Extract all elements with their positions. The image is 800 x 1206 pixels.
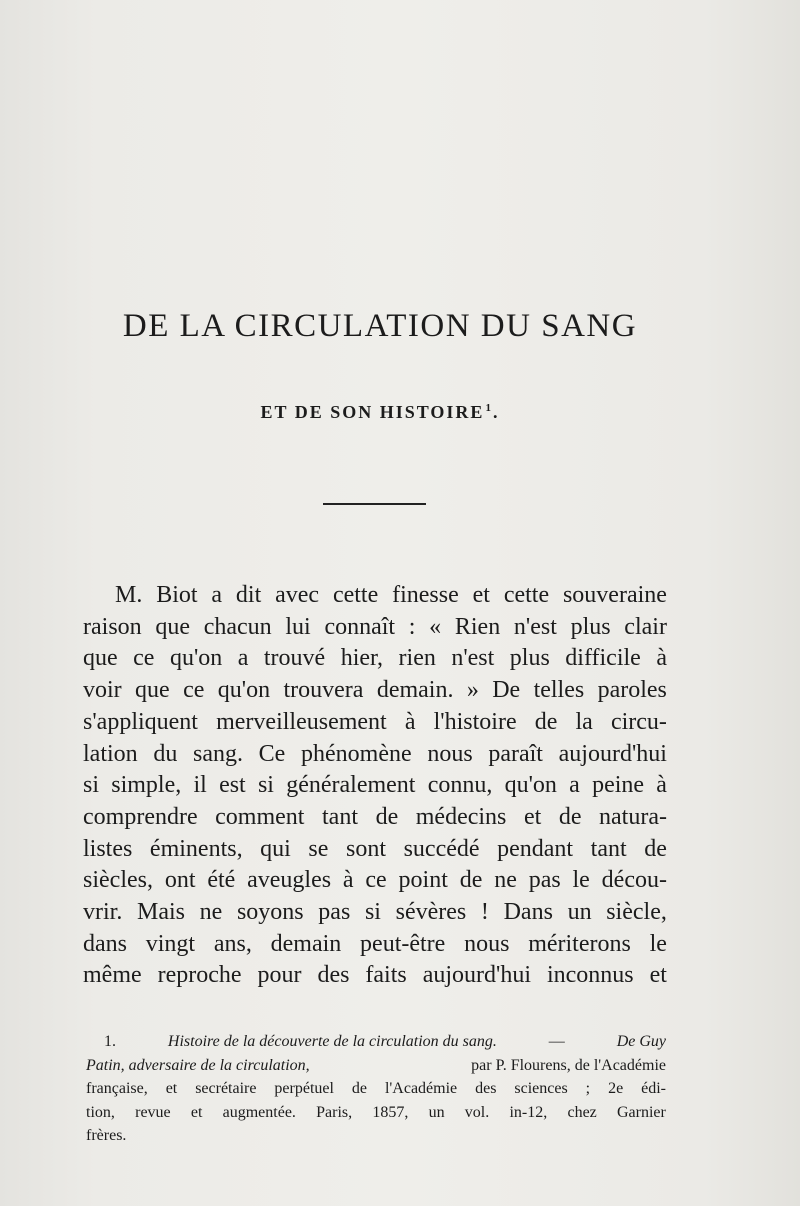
- footnote-line: frères.: [86, 1127, 127, 1144]
- body-line: M. Biot a dit avec cette finesse et cette souveraine: [115, 582, 667, 608]
- footnote-book-title: Histoire de la découverte de la circulation du sang.: [167, 1033, 497, 1050]
- body-line: siècles, ont été aveugles à ce point de ne pas le décou-: [83, 867, 667, 894]
- footnote-line: française, et secrétaire perpétuel de l'Académie des sciences ; 2e édi-: [86, 1080, 666, 1097]
- body-line: voir que ce qu'on trouvera demain. » De telles paroles: [83, 677, 667, 704]
- section-rule: [323, 503, 426, 505]
- footnote: [86, 1030, 666, 1148]
- body-line: lation du sang. Ce phénomène nous paraît aujourd'hui: [83, 740, 667, 767]
- body-line: raison que chacun lui connaît : « Rien n'est plus clair: [83, 613, 667, 640]
- body-line: comprendre comment tant de médecins et de natura-: [83, 803, 667, 830]
- body-line: que ce qu'on a trouvé hier, rien n'est plus difficile à: [83, 645, 667, 672]
- body-line: dans vingt ans, demain peut-être nous mériterons le: [83, 930, 667, 957]
- body-line: vrir. Mais ne soyons pas si sévères ! Dans un siècle,: [83, 899, 667, 926]
- footnote-second-title-end: Patin, adversaire de la circulation,: [86, 1056, 310, 1074]
- body-line: si simple, il est si généralement connu, qu'on a peine à: [83, 772, 667, 799]
- footnote-number: 1.: [104, 1033, 116, 1050]
- footnote-second-title-start: De Guy: [616, 1033, 666, 1050]
- footnote-marker: 1: [485, 402, 493, 414]
- chapter-title: DE LA CIRCULATION DU SANG: [122, 308, 638, 344]
- subtitle-text: ET DE SON HISTOIRE: [260, 402, 485, 422]
- chapter-subtitle: ET DE SON HISTOIRE$^1$.: [260, 402, 500, 422]
- footnote-line: [86, 1030, 666, 1054]
- footnote-dash: —: [548, 1033, 565, 1050]
- footnote-author: par P. Flourens, de l'Académie: [471, 1056, 666, 1074]
- footnote-line: [86, 1054, 666, 1078]
- body-line: même reproche pour des faits aujourd'hui inconnus et: [83, 962, 667, 989]
- body-line: listes éminents, qui se sont succédé pendant tant de: [83, 835, 667, 862]
- body-paragraph: [83, 580, 667, 992]
- footnote-line: tion, revue et augmentée. Paris, 1857, un vol. in-12, chez Garnier: [86, 1103, 666, 1121]
- body-line: s'appliquent merveilleusement à l'histoire de la circu-: [83, 708, 667, 735]
